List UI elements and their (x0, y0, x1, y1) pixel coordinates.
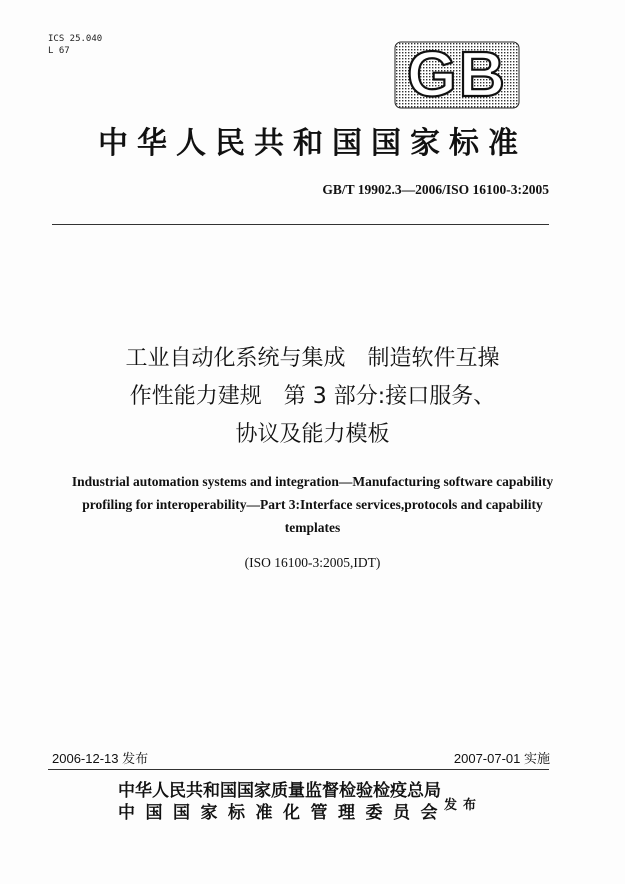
issuing-authorities (118, 780, 448, 824)
chinese-title-line-3: 协议及能力模板 (235, 422, 390, 447)
english-title-line-3: templates (284, 520, 341, 535)
chinese-title-line-1: 工业自动化系统与集成 制造软件互操 (125, 346, 500, 371)
gb-logo-text: GB (407, 40, 507, 110)
ics-code: ICS 25.040 (48, 34, 103, 44)
issuer-sac: 中国国家标准化管理委员会 (118, 803, 448, 823)
english-title-line-1: Industrial automation systems and integration—Manufacturing software capability (71, 474, 554, 489)
standard-number: GB/T 19902.3—2006/ISO 16100-3:2005 (322, 182, 549, 197)
classification-codes (48, 33, 102, 57)
english-title-line-2: profiling for interoperability—Part 3:Interface services,protocols and capability (82, 497, 543, 512)
iso-equivalence: (ISO 16100-3:2005,IDT) (244, 555, 381, 570)
chinese-title (0, 340, 625, 454)
gb-logo (393, 40, 521, 110)
top-divider (52, 224, 549, 225)
implementation-date: 2007-07-01 实施 (453, 751, 550, 766)
publish-label: 发布 (444, 798, 483, 813)
standard-category-title: 中华人民共和国国家标准 (98, 126, 527, 161)
issuer-aqsiq: 中华人民共和国国家质量监督检验检疫总局 (118, 781, 441, 801)
bottom-divider (48, 769, 549, 770)
issue-date: 2006-12-13 发布 (52, 751, 149, 766)
ccs-code: L 67 (48, 46, 70, 56)
english-title (30, 470, 595, 539)
chinese-title-line-2: 作性能力建规 第 3 部分:接口服务、 (129, 384, 496, 409)
